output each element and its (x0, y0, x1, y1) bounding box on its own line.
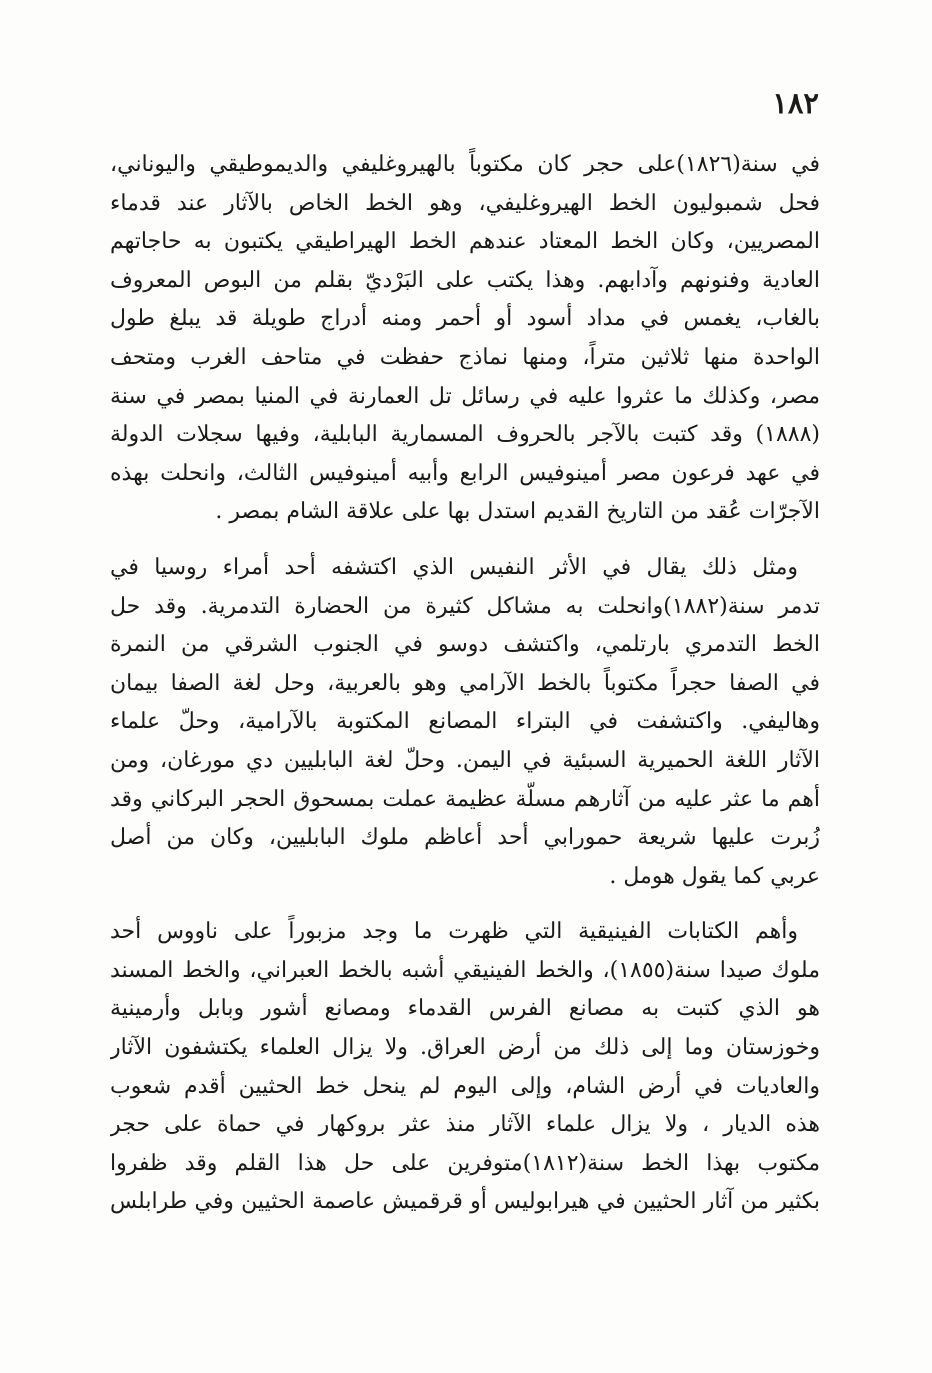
text-line: أهم ما عثر عليه من آثارهم مسلّة عظيمة عملت بمسحوق الحجر البركاني وقد (110, 786, 820, 812)
text-line: بكثير من آثار الحثيين في هيرابوليس أو قرقميش عاصمة الحثيين وفي طرابلس (110, 1189, 820, 1215)
text-line: الواحدة منها ثلاثين متراً، ومنها نماذج حفظت في متاحف الغرب ومتحف (110, 344, 820, 370)
text-line: في الصفا حجراً مكتوباً بالخط الآرامي وهو بالعربية، وحل لغة الصفا بيمان (110, 670, 820, 696)
text-line: الخط التدمري بارتلمي، واكتشف دوسو في الجنوب الشرقي من النمرة (110, 632, 820, 658)
text-line: والعاديات في أرض الشام، وإلى اليوم لم ينحل خط الحثيين أقدم شعوب (110, 1073, 820, 1099)
text-line: هو الذي كتبت به مصانع الفرس القدماء ومصانع أشور وبابل وأرمينية (110, 996, 820, 1022)
text-line: وهاليفي. واكتشفت في البتراء المصانع المكتوبة بالآرامية، وحلّ علماء (110, 709, 820, 735)
text-line: الآثار اللغة الحميرية السبئية في اليمن. وحلّ لغة البابليين دي مورغان، ومن (110, 747, 820, 773)
text-line: العادية وفنونهم وآدابهم. وهذا يكتب على البَرْديّ بقلم من البوص المعروف (110, 267, 820, 293)
page-number: ١٨٢ (772, 86, 819, 120)
text-line: مصر، وكذلك ما عثروا عليه في رسائل تل العمارنة في المنيا بمصر في سنة (110, 383, 820, 409)
text-line: عربي كما يقول هومل . (609, 863, 820, 889)
paragraph-2 (110, 549, 820, 896)
text-line: وخوزستان وما إلى ذلك من أرض العراق. ولا يزال العلماء يكتشفون الآثار (110, 1035, 820, 1061)
text-line: في عهد فرعون مصر أمينوفيس الرابع وأبيه أمينوفيس الثالث، وانحلت بهذه (110, 460, 820, 486)
text-line: الآجرّات عُقد من التاريخ القديم استدل بها على علاقة الشام بمصر . (215, 499, 820, 525)
text-line: فحل شمبوليون الخط الهيروغليفي، وهو الخط الخاص بالآثار عند قدماء (110, 190, 820, 216)
text-line: بالغاب، يغمس في مداد أسود أو أحمر ومنه أدراج طويلة قد يبلغ طول (110, 306, 820, 332)
paragraph-3 (110, 913, 820, 1222)
body-text (110, 146, 820, 1222)
text-line: زُبرت عليها شريعة حمورابي أحد أعاظم ملوك البابليين، وكان من أصل (110, 825, 820, 851)
text-line: (١٨٨٨) وقد كتبت بالآجر بالحروف المسمارية البابلية، وفيها سجلات الدولة (110, 422, 820, 448)
text-line: ومثل ذلك يقال في الأثر النفيس الذي اكتشفه أحد أمراء روسيا في (110, 554, 798, 580)
text-line: وأهم الكتابات الفينيقية التي ظهرت ما وجد مزبوراً على ناووس أحد (110, 919, 798, 945)
text-line: في سنة(١٨٢٦)على حجر كان مكتوباً بالهيروغليفي والديموطيقي واليوناني، (110, 152, 820, 177)
text-line: هذه الديار ، ولا يزال علماء الآثار منذ عثر بروكهار في حماة على حجر (110, 1112, 820, 1138)
text-line: تدمر سنة(١٨٨٢)وانحلت به مشاكل كثيرة من الحضارة التدمرية. وقد حل (110, 593, 820, 619)
text-line: المصريين، وكان الخط المعتاد عندهم الخط الهيراطيقي يكتبون به حاجاتهم (110, 229, 820, 255)
paragraph-1 (110, 146, 820, 532)
text-line: مكتوب بهذا الخط سنة(١٨١٢)متوفرين على حل هذا القلم وقد ظفروا (110, 1150, 820, 1176)
text-line: ملوك صيدا سنة(١٨٥٥)، والخط الفينيقي أشبه بالخط العبراني، والخط المسند (110, 957, 820, 983)
